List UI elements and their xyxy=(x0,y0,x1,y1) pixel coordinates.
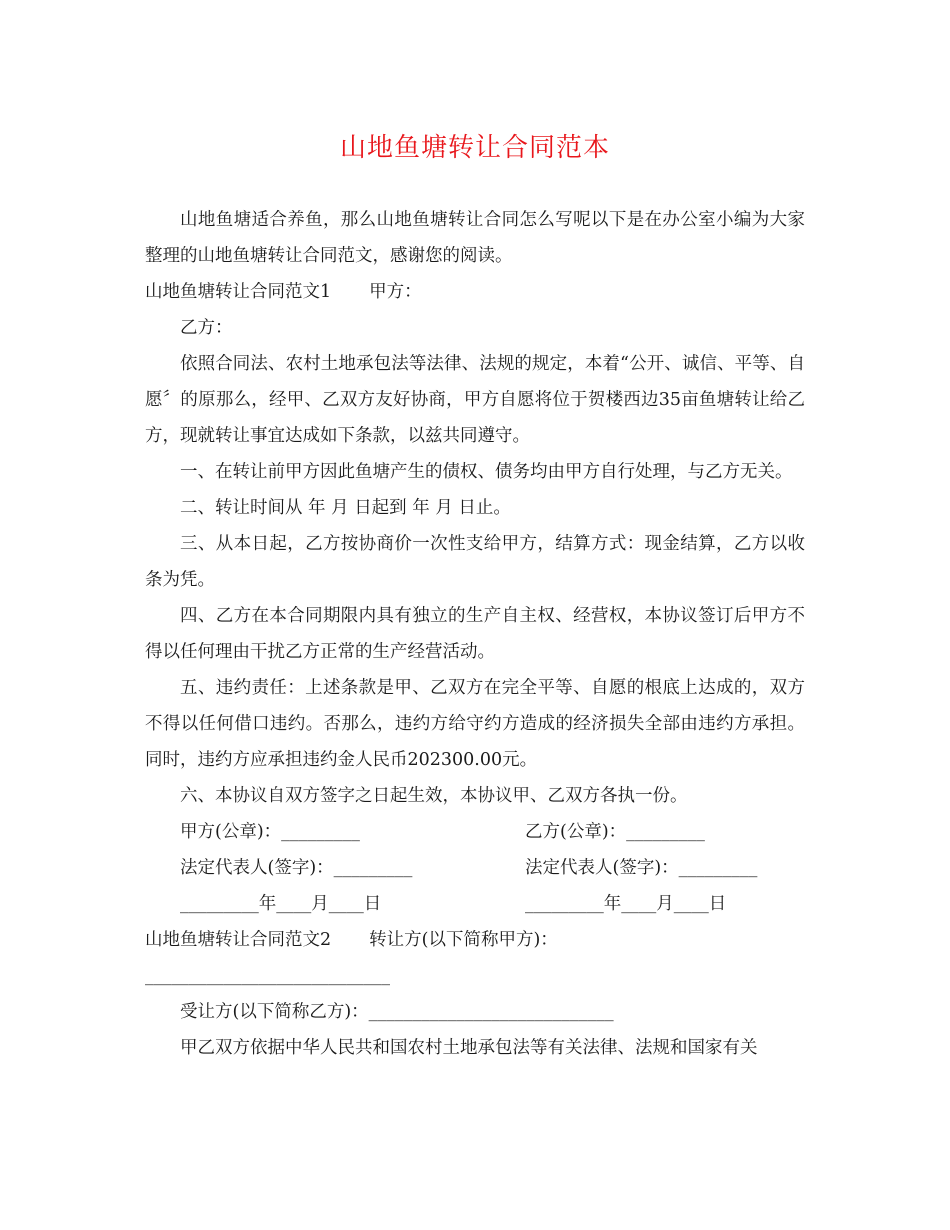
party-a-representative: 法定代表人(签字)：_________ xyxy=(180,858,413,878)
sample2-preamble: 甲乙双方依据中华人民共和国农村土地承包法等有关法律、法规和国家有关 xyxy=(180,1038,758,1058)
signature-row-seal xyxy=(145,814,805,850)
sample1-heading-line xyxy=(145,274,805,310)
party-b-label: 乙方： xyxy=(180,318,233,338)
clause-2: 二、转让时间从 年 月 日起到 年 月 日止。 xyxy=(180,498,511,518)
sample2-heading: 山地鱼塘转让合同范文2 xyxy=(145,930,332,950)
clause-1: 一、在转让前甲方因此鱼塘产生的债权、债务均由甲方自行处理，与乙方无关。 xyxy=(180,462,793,482)
party-a-date: _________年____月____日 xyxy=(180,894,382,914)
sample1-preamble: 依照合同法、农村土地承包法等法律、法规的规定，本着“公开、诚信、平等、自愿〞的原那么，经甲、乙双方友好协商，甲方自愿将位于贺楼西边35亩鱼塘转让给乙方，现就转让事宜达成如下条款，以兹共同遵守。 xyxy=(145,354,805,446)
clause-5: 五、违约责任：上述条款是甲、乙双方在完全平等、自愿的根底上达成的，双方不得以任何借口违约。否那么，违约方给守约方造成的经济损失全部由违约方承担。同时，违约方应承担违约金人民币202300.00元。 xyxy=(145,678,805,770)
party-b-seal: 乙方(公章)：_________ xyxy=(525,822,705,842)
signature-row-rep xyxy=(145,850,805,886)
sample2-heading-line xyxy=(145,922,805,958)
clause-4: 四、乙方在本合同期限内具有独立的生产自主权、经营权，本协议签订后甲方不得以任何理由干扰乙方正常的生产经营活动。 xyxy=(145,606,805,662)
party-a-seal: 甲方(公章)：_________ xyxy=(180,822,360,842)
transferor-line: ____________________________ xyxy=(145,966,390,986)
party-b-representative: 法定代表人(签字)：_________ xyxy=(525,858,758,878)
party-a-label: 甲方： xyxy=(369,282,422,302)
transferor-label: 转让方(以下简称甲方)： xyxy=(369,930,558,950)
signature-row-date xyxy=(145,886,805,922)
document-body xyxy=(145,202,805,1066)
transferee-label: 受让方(以下简称乙方)：____________________________ xyxy=(180,1002,614,1022)
clause-6: 六、本协议自双方签字之日起生效，本协议甲、乙双方各执一份。 xyxy=(180,786,688,806)
party-b-date: _________年____月____日 xyxy=(525,894,727,914)
clause-3: 三、从本日起，乙方按协商价一次性支给甲方，结算方式：现金结算，乙方以收条为凭。 xyxy=(145,534,805,590)
sample1-heading: 山地鱼塘转让合同范文1 xyxy=(145,282,332,302)
page-title: 山地鱼塘转让合同范本 xyxy=(339,133,610,163)
intro-paragraph: 山地鱼塘适合养鱼，那么山地鱼塘转让合同怎么写呢以下是在办公室小编为大家整理的山地鱼塘转让合同范文，感谢您的阅读。 xyxy=(145,210,805,266)
